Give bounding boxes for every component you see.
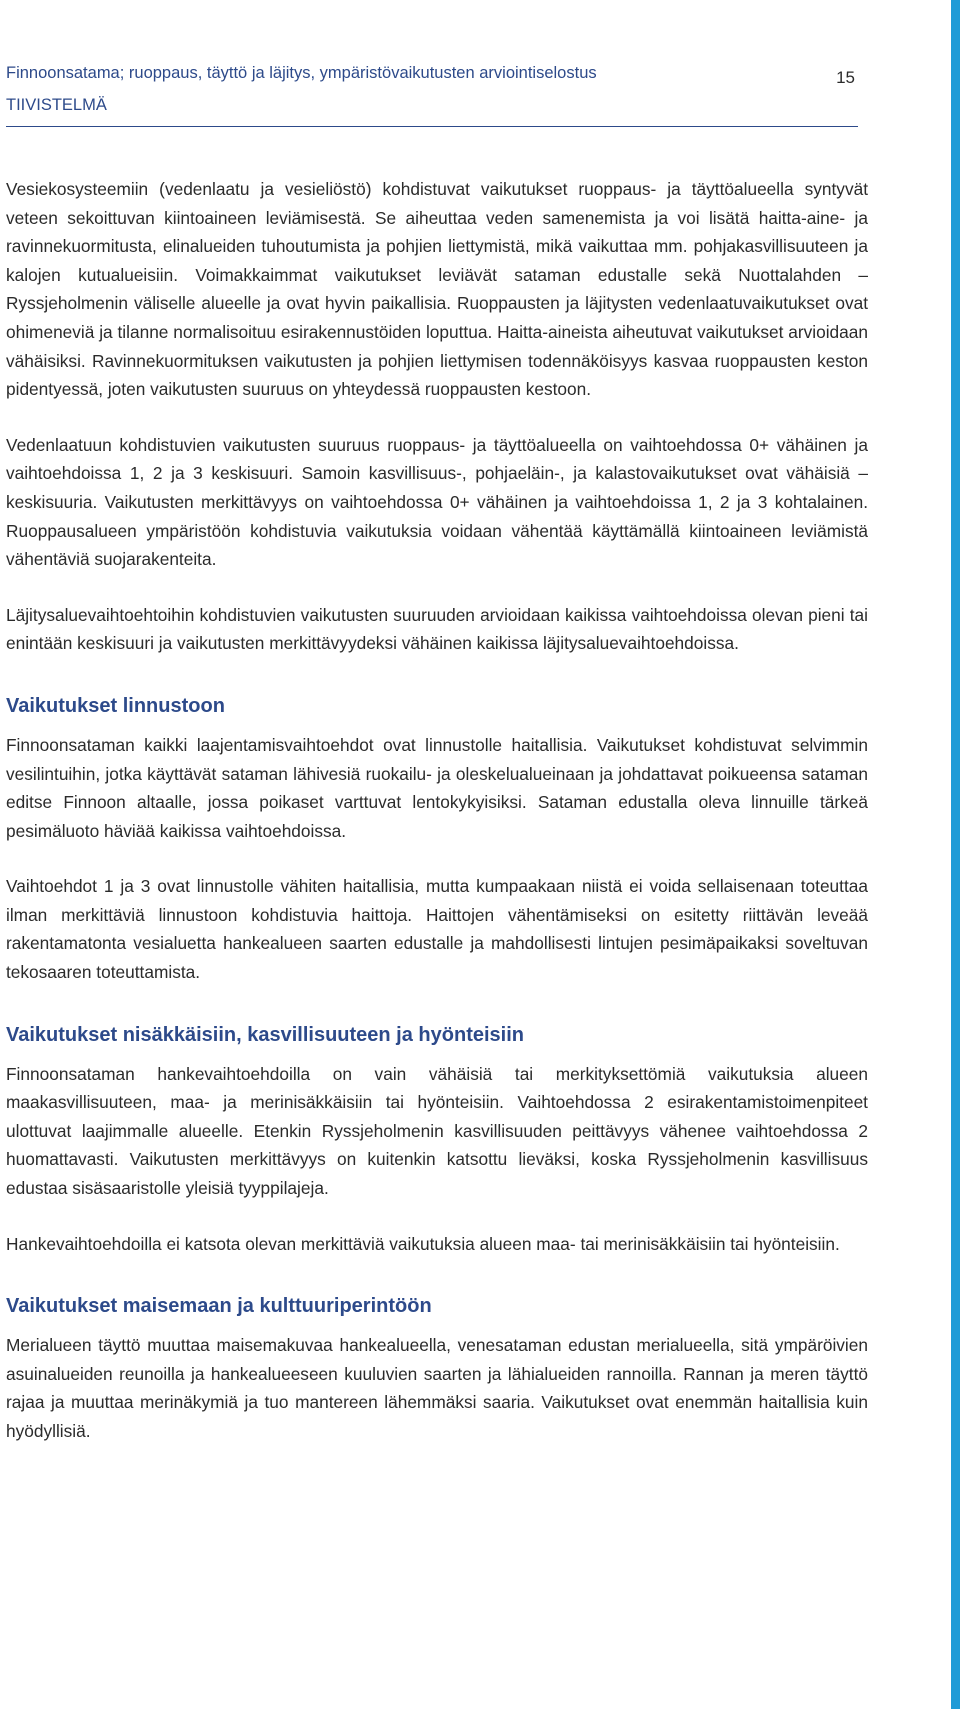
paragraph-linnusto-1: Finnoonsataman kaikki laajentamisvaihtoehdot ovat linnustolle haitallisia. Vaikutukset kohdistuvat selvimmin vesilintuihin, jotka käyttävät sataman lähivesiä ruokailu- ja oleskelualueinaan ja johdattavat poikueensa sataman editse Finnoon altaalle, jossa poikaset varttuvat lentokykyisiksi. Sataman edustalla oleva linnuille tärkeä pesimäluoto häviää kaikissa vaihtoehdoissa. bbox=[6, 734, 868, 841]
page-number: 15 bbox=[836, 68, 855, 87]
heading-maisema: Vaikutukset maisemaan ja kulttuuriperintöön bbox=[6, 1295, 432, 1318]
paragraph-nisakkaat-2: Hankevaihtoehdoilla ei katsota olevan merkittäviä vaikutuksia alueen maa- tai merinisäkkäisiin tai hyönteisiin. bbox=[6, 1233, 840, 1254]
accent-bar bbox=[951, 0, 960, 1709]
heading-linnusto: Vaikutukset linnustoon bbox=[6, 694, 225, 717]
paragraph-maisema-1: Merialueen täyttö muuttaa maisemakuvaa hankealueella, venesatаman edustan merialueella, sitä ympäröivien asuinalueiden reunoilla ja hankealueeseen kuuluvien saarten ja lähialueiden rannoilla. Rannan ja meren täyttö rajaa ja muuttaa merinäkymiä ja tuo mantereen lähemmäksi saaria. Vaikutukset ovat enemmän haitallisia kuin hyödyllisiä. bbox=[6, 1335, 868, 1441]
paragraph-linnusto-2: Vaihtoehdot 1 ja 3 ovat linnustolle vähiten haitallisia, mutta kumpaakaan niistä ei voida sellaisenaan toteuttaa ilman merkittäviä linnustoon kohdistuvia haittoja. Haittojen vähentämiseksi on esitetty riittävän leveää rakentamatonta vesialuetta hankealueen saarten edustalle ja mahdollisesti lintujen pesimäpaikaksi soveltuvan tekosaaren toteuttamista. bbox=[6, 876, 868, 983]
section-label: TIIVISTELMÄ bbox=[6, 96, 107, 114]
paragraph-vesiekosysteemi: Vesiekosysteemiin (vedenlaatu ja vesieliöstö) kohdistuvat vaikutukset ruoppaus- ja täyttöalueella syntyvät veteen sekoittuvan kiintoaineen leviämisestä. Se aiheuttaa veden samenemista ja voi lisätä haitta-aine- ja ravinnekuormitusta, elinalueiden tuhoutumista ja pohjien liettymistä, mikä vaikuttaa mm. pohjakasvillisuuteen ja kalojen kutualueisiin. Voimakkaimmat vaikutukset leviävät sataman edustalle sekä Nuottalahden – Ryssjeholmenin väliselle alueelle ja ovat hyvin paikallisia. Ruoppausten ja läjitysten vedenlaatuvaikutukset ovat ohimeneviä ja tilanne normalisoituu esirakennustöiden loputtua. Haitta-aineista aiheutuvat vaikutukset arvioidaan vähäisiksi. Ravinnekuormituksen vaikutusten ja pohjien liettymisen todennäköisyys kasvaa ruoppausten keston pidentyessä, joten vaikutusten suuruus on yhteydessä ruoppausten kestoon. bbox=[6, 179, 868, 400]
paragraph-lajitysalue: Läjitysaluevaihtoehtoihin kohdistuvien vaikutusten suuruuden arvioidaan kaikissa vaihtoehdoissa olevan pieni tai enintään keskisuuri ja vaikutusten merkittävyydeksi vähäinen kaikissa läjitysaluevaihtoehdoissa. bbox=[6, 604, 868, 654]
paragraph-nisakkaat-1: Finnoonsataman hankevaihtoehdoilla on vain vähäisiä tai merkityksettömiä vaikutuksia alueen maakasvillisuuteen, maa- ja merinisäkkäisiin tai hyönteisiin. Vaihtoehdossa 2 esirakentamistoimenpiteet ulottuvat laajimmalle alueelle. Etenkin Ryssjeholmenin kasvillisuuden peittävyys vähenee vaihtoehdossa 2 huomattavasti. Vaikutusten merkittävyys on kuitenkin katsottu lieväksi, koska Ryssjeholmenin kasvillisuus edustaa sisäsaaristolle yleisiä tyyppilajeja. bbox=[6, 1063, 868, 1199]
page-header bbox=[6, 60, 858, 127]
document-title: Finnoonsatama; ruoppaus, täyttö ja läjitys, ympäristövaikutusten arviointiselostus bbox=[6, 64, 597, 82]
paragraph-vedenlaatu: Vedenlaatuun kohdistuvien vaikutusten suuruus ruoppaus- ja täyttöalueella on vaihtoehdossa 0+ vähäinen ja vaihtoehdoissa 1, 2 ja 3 keskisuuri. Samoin kasvillisuus-, pohjaeläin-, ja kalastovaikutukset ovat vähäisiä – keskisuuria. Vaikutusten merkittävyys on vaihtoehdossa 0+ vähäinen ja vaihtoehdoissa 1, 2 ja 3 kohtalainen. Ruoppausalueen ympäristöön kohdistuvia vaikutuksia voidaan vähentää käyttämällä kiintoaineen leviämistä vähentäviä suojarakenteita. bbox=[6, 434, 868, 570]
heading-nisakkaat: Vaikutukset nisäkkäisiin, kasvillisuuteen ja hyönteisiin bbox=[6, 1023, 524, 1046]
main-content bbox=[6, 175, 868, 1473]
